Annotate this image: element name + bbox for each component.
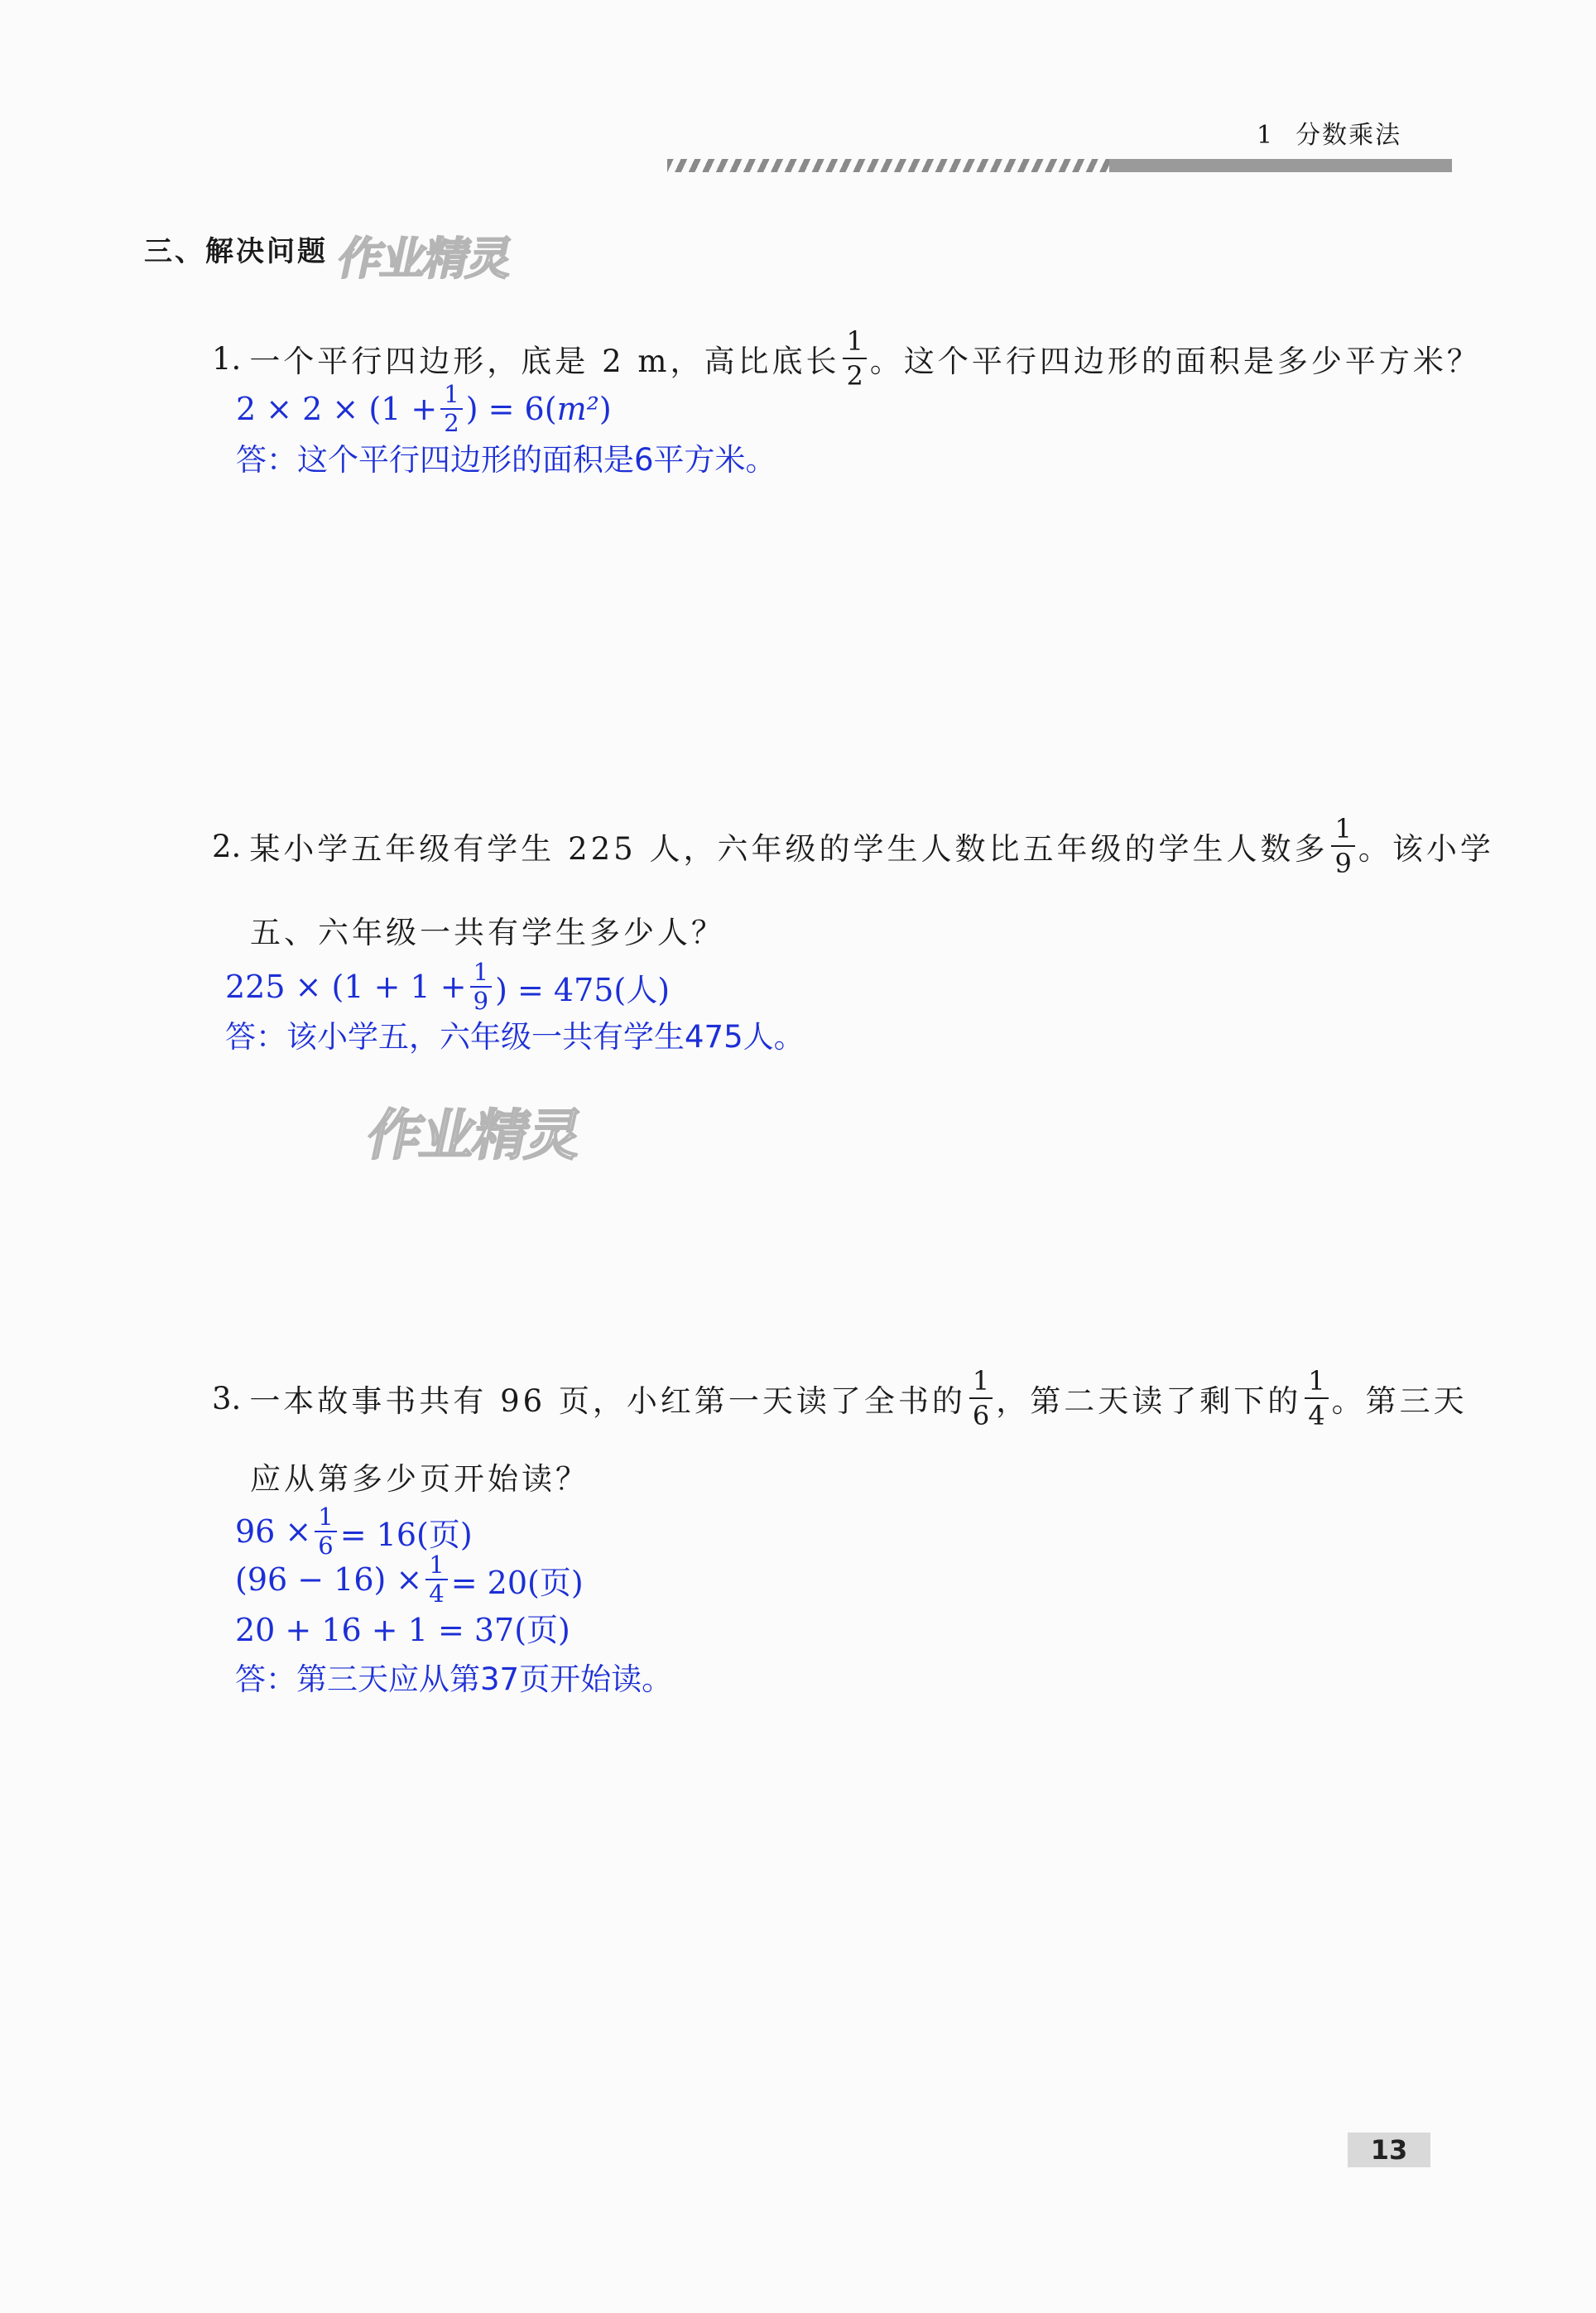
watermark-logo: 作业精灵: [361, 1104, 587, 1167]
fraction: $\frac{1}{4}$: [1305, 1368, 1328, 1429]
problem-3-question: [212, 1365, 1468, 1431]
problem-2-answer: 答：该小学五，六年级一共有学生475人。: [225, 1019, 805, 1055]
problem-1-answer: 答：这个平行四边形的面积是6平方米。: [236, 442, 776, 478]
chapter-number: 1: [1257, 121, 1275, 150]
problem-1-calculation: 2 × 2 × (1 + $\frac{1}{2}$ ) = 6( m² ): [236, 380, 612, 437]
chapter-heading: [1257, 114, 1401, 151]
problem-2-question-line2: 五、六年级一共有学生多少人？: [250, 915, 725, 950]
question-text: ，第二天读了剩下的: [996, 1383, 1302, 1419]
problem-3-answer: 答：第三天应从第37页开始读。: [235, 1661, 673, 1697]
chapter-title: 分数乘法: [1296, 121, 1402, 150]
problem-number: 3.: [212, 1380, 242, 1416]
fraction: $\frac{1}{6}$: [969, 1368, 993, 1429]
question-text: 一个平行四边形，底是 2 m，高比底长: [249, 344, 840, 379]
question-text: 。第三天: [1331, 1383, 1468, 1419]
problem-3-calculation-1: 96 × $\frac{1}{6}$ = 16(页): [235, 1503, 473, 1560]
question-text: 一本故事书共有 96 页，小红第一天读了全书的: [249, 1383, 966, 1419]
watermark-logo: 作业精灵: [333, 233, 517, 285]
problem-3-calculation-3: 20 + 16 + 1 = 37(页): [235, 1612, 570, 1648]
problem-1-question: [212, 325, 1481, 392]
question-text: 。这个平行四边形的面积是多少平方米？: [869, 344, 1481, 379]
question-text: 某小学五年级有学生 225 人，六年级的学生人数比五年级的学生人数多: [249, 831, 1329, 867]
problem-number: 1.: [212, 340, 242, 377]
problem-number: 2.: [212, 828, 242, 864]
fraction: $\frac{1}{9}$: [1331, 815, 1354, 877]
fraction: $\frac{1}{6}$: [315, 1505, 336, 1558]
section-title: 三、解决问题: [144, 235, 328, 268]
problem-3-calculation-2: (96 − 16) × $\frac{1}{4}$ = 20(页): [235, 1551, 584, 1608]
header-hatch-decoration: [667, 159, 1111, 172]
question-text: 。该小学: [1358, 831, 1494, 867]
fraction: $\frac{1}{2}$: [440, 382, 462, 435]
problem-2-calculation: 225 × (1 + 1 + $\frac{1}{9}$ ) = 475(人): [225, 958, 671, 1015]
fraction: $\frac{1}{4}$: [425, 1553, 447, 1606]
fraction: $\frac{1}{2}$: [843, 328, 866, 389]
fraction: $\frac{1}{9}$: [470, 960, 492, 1013]
problem-3-question-line2: 应从第多少页开始读？: [250, 1461, 589, 1497]
page-number: 13: [1348, 2133, 1430, 2167]
problem-2-question: [212, 815, 1494, 877]
header-band-decoration: [1109, 159, 1452, 172]
